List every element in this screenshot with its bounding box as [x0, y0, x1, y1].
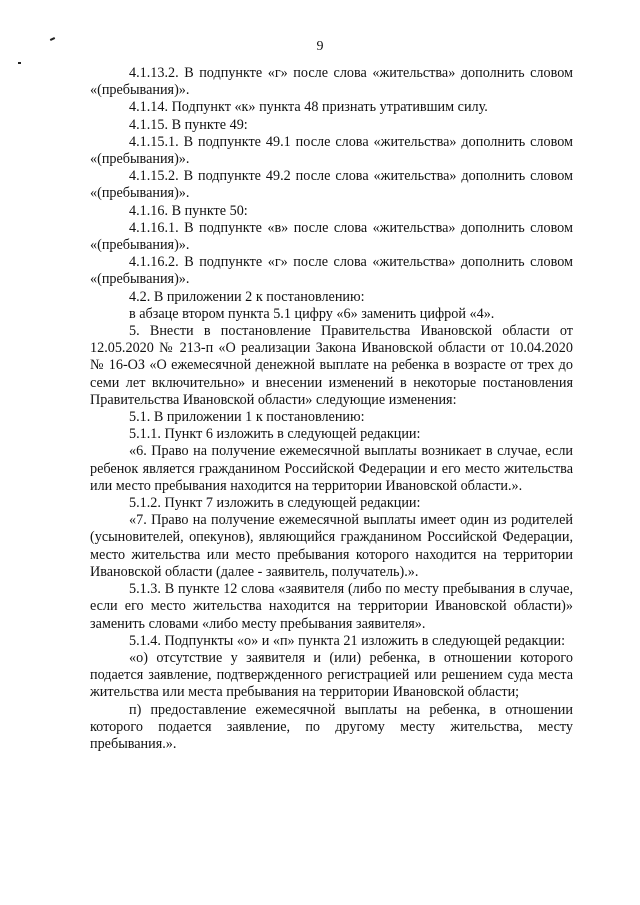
paragraph-4-1-15-2: 4.1.15.2. В подпункте 49.2 после слова «жительства» дополнить словом «(пребывания)». [90, 168, 573, 202]
paragraph-4-1-14: 4.1.14. Подпункт «к» пункта 48 признать утратившим силу. [129, 99, 488, 116]
paragraph-5-1-3: 5.1.3. В пункте 12 слова «заявителя (либо по месту пребывания в случае, если его место жительства находится на территории Ивановской области)» заменить словами «либо месту пребывания заявителя». [90, 581, 573, 632]
page-number: 9 [316, 39, 324, 54]
paragraph-5-1: 5.1. В приложении 1 к постановлению: [129, 409, 365, 426]
paragraph-5-1-4: 5.1.4. Подпункты «о» и «п» пункта 21 изложить в следующей редакции: [129, 632, 566, 649]
paragraph-4-1-15-1: 4.1.15.1. В подпункте 49.1 после слова «жительства» дополнить словом «(пребывания)». [90, 133, 573, 168]
paragraph-5-1-4-o: «о) отсутствие у заявителя и (или) ребенка, в отношении которого подается заявление, подтвержденного регистрацией или решением суда места жительства или места пребывания на территории Ивановской области; [90, 649, 573, 701]
paragraph-5-1-4-p: п) предоставление ежемесячной выплаты на ребенка, в отношении которого подается заявление, по другому месту жительства, месту пребывания.». [90, 701, 573, 752]
paragraph-5-1-1-text: «6. Право на получение ежемесячной выплаты возникает в случае, если ребенок является гражданином Российской Федерации и его место жительства или место пребывания находится на территории Ивановской области.». [90, 443, 573, 494]
paragraph-5-1-2-text: «7. Право на получение ежемесячной выплаты имеет один из родителей (усыновителей, опекунов), являющийся гражданином Российской Федерации, место жительства или место пребывания которого находится на территории Ивановской области (далее - заявитель, получатель).». [90, 512, 573, 580]
paragraph-4-1-15: 4.1.15. В пункте 49: [129, 116, 248, 133]
paragraph-4-1-16: 4.1.16. В пункте 50: [129, 202, 248, 219]
paragraph-5-1-1: 5.1.1. Пункт 6 изложить в следующей редакции: [129, 426, 421, 443]
paragraph-4-1-16-1: 4.1.16.1. В подпункте «в» после слова «жительства» дополнить словом «(пребывания)». [90, 219, 573, 254]
paragraph-5-1-2: 5.1.2. Пункт 7 изложить в следующей редакции: [129, 495, 421, 512]
paragraph-4-2-text: в абзаце втором пункта 5.1 цифру «6» заменить цифрой «4». [129, 305, 495, 322]
paragraph-4-1-16-2: 4.1.16.2. В подпункте «г» после слова «жительства» дополнить словом «(пребывания)». [90, 254, 573, 288]
scan-speck [18, 62, 21, 64]
paragraph-5: 5. Внести в постановление Правительства Ивановской области от 12.05.2020 № 213-п «О реализации Закона Ивановской области от 10.04.2020 № 16-ОЗ «О ежемесячной денежной выплате на ребенка в возрасте от трех до семи лет включительно» и внесении изменений в некоторые постановления Правительства Ивановской области» следующие изменения: [90, 323, 573, 408]
document-body [90, 65, 573, 753]
paragraph-4-2: 4.2. В приложении 2 к постановлению: [129, 288, 365, 305]
paragraph-4-1-13-2: 4.1.13.2. В подпункте «г» после слова «жительства» дополнить словом «(пребывания)». [90, 65, 573, 99]
